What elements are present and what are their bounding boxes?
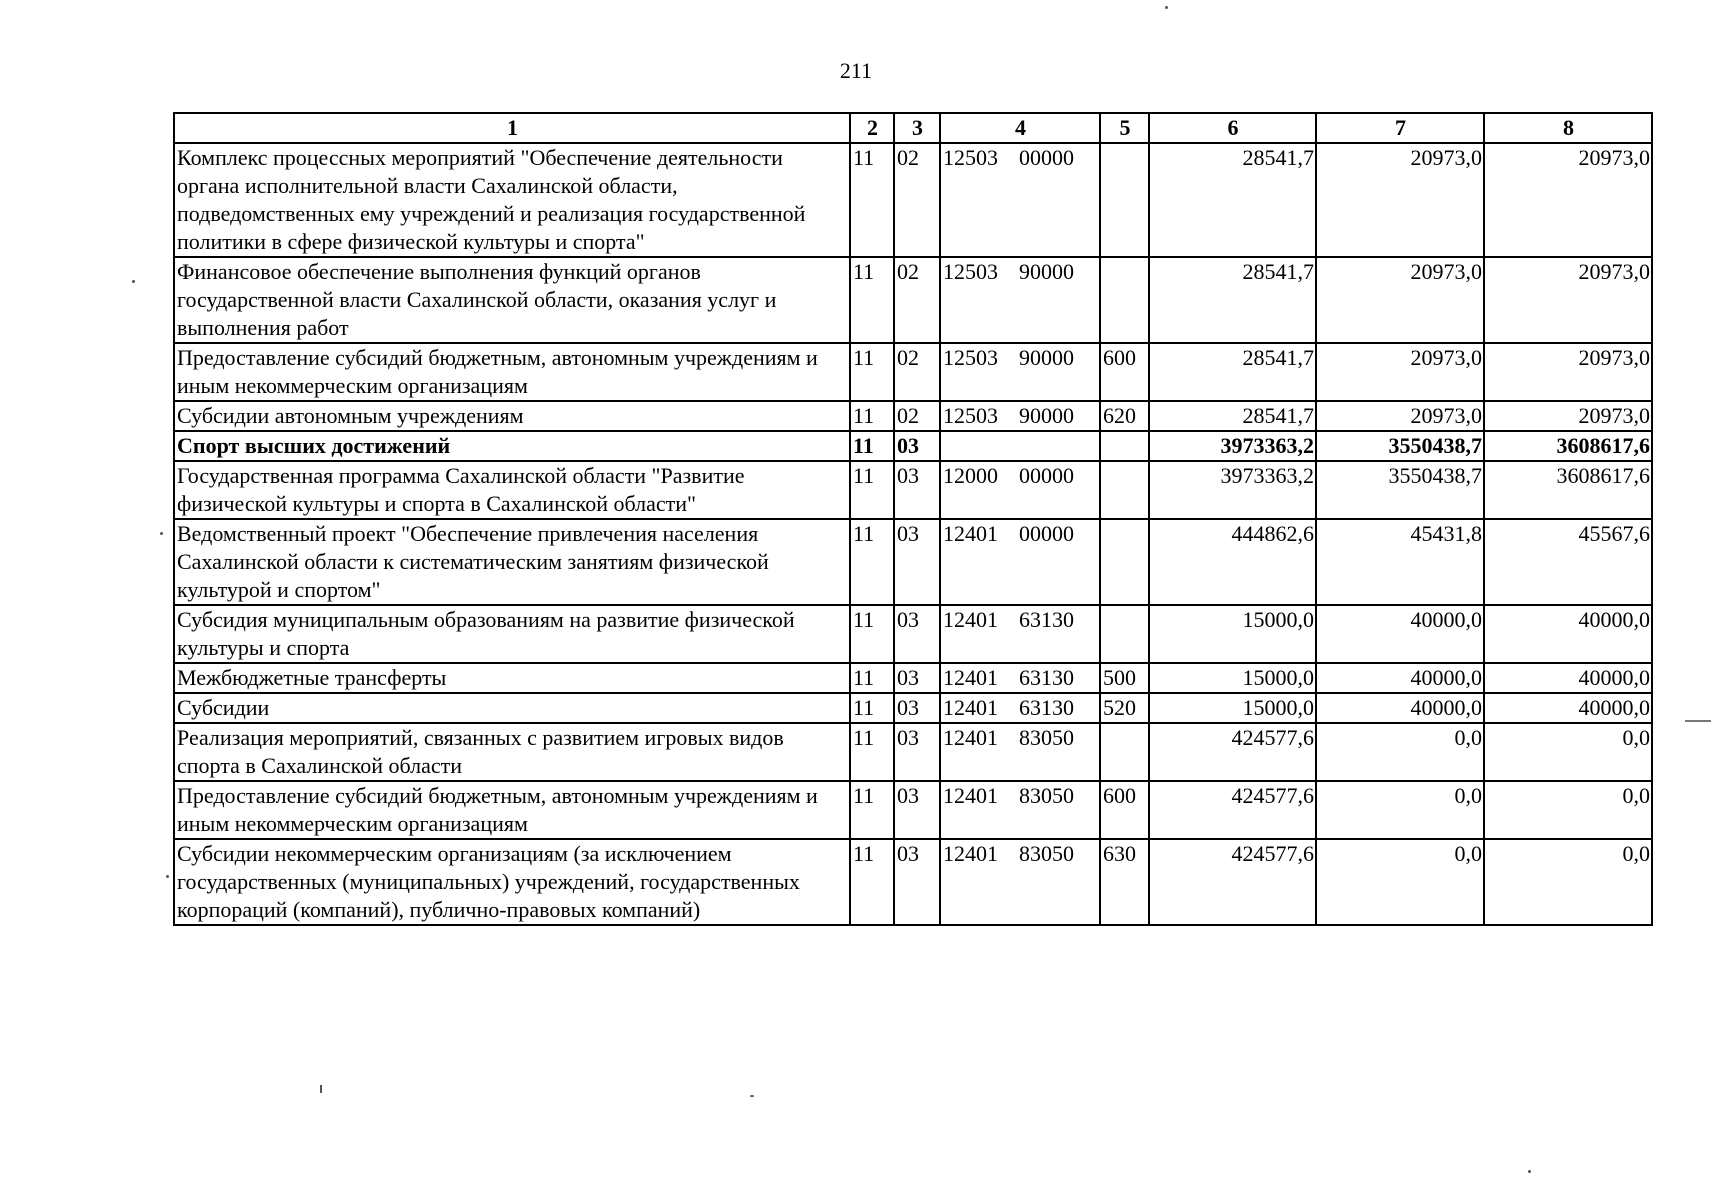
amount-col6-cell: 15000,0 — [1149, 693, 1316, 723]
row-name-cell: Предоставление субсидий бюджетным, автономным учреждениям и иным некоммерческим организациям — [174, 343, 850, 401]
page-number: 211 — [839, 58, 873, 83]
subsection-code-cell: 03 — [894, 693, 940, 723]
row-name-cell: Финансовое обеспечение выполнения функций органов государственной власти Сахалинской области, оказания услуг и выполнения работ — [174, 257, 850, 343]
amount-col6-cell: 28541,7 — [1149, 401, 1316, 431]
expense-type-cell — [1100, 723, 1149, 781]
table-row — [174, 257, 1652, 343]
section-code-cell: 11 — [850, 781, 894, 839]
row-name-cell: Спорт высших достижений — [174, 431, 850, 461]
scan-speck — [1685, 720, 1711, 722]
target-article-direction-code: 83050 — [1019, 841, 1074, 866]
table-row — [174, 723, 1652, 781]
target-article-cell — [940, 143, 1100, 257]
amount-col8-cell: 40000,0 — [1484, 663, 1652, 693]
amount-col8-cell: 20973,0 — [1484, 257, 1652, 343]
table-row — [174, 839, 1652, 925]
amount-col8-cell: 20973,0 — [1484, 401, 1652, 431]
row-name-cell: Субсидии некоммерческим организациям (за исключением государственных (муниципальных) учреждений, государственных корпораций (компаний), публично-правовых компаний) — [174, 839, 850, 925]
target-article-program-code: 12401 — [943, 521, 998, 546]
expense-type-cell — [1100, 143, 1149, 257]
subsection-code-cell: 03 — [894, 519, 940, 605]
amount-col6-cell: 15000,0 — [1149, 605, 1316, 663]
amount-col8-cell: 0,0 — [1484, 723, 1652, 781]
amount-col8-cell: 45567,6 — [1484, 519, 1652, 605]
target-article-direction-code: 83050 — [1019, 783, 1074, 808]
column-header-8: 8 — [1484, 113, 1652, 143]
amount-col8-cell: 20973,0 — [1484, 343, 1652, 401]
target-article-program-code: 12401 — [943, 695, 998, 720]
amount-col6-cell: 15000,0 — [1149, 663, 1316, 693]
target-article-cell — [940, 343, 1100, 401]
target-article-program-code: 12401 — [943, 665, 998, 690]
target-article-direction-code: 00000 — [1019, 145, 1074, 170]
amount-col7-cell: 40000,0 — [1316, 605, 1484, 663]
amount-col8-cell: 40000,0 — [1484, 693, 1652, 723]
target-article-program-code: 12503 — [943, 345, 998, 370]
column-header-1: 1 — [174, 113, 850, 143]
expense-type-cell: 520 — [1100, 693, 1149, 723]
target-article-direction-code: 63130 — [1019, 607, 1074, 632]
target-article-program-code: 12000 — [943, 463, 998, 488]
target-article-program-code: 12401 — [943, 725, 998, 750]
amount-col7-cell: 20973,0 — [1316, 401, 1484, 431]
section-code-cell: 11 — [850, 663, 894, 693]
amount-col7-cell: 3550438,7 — [1316, 431, 1484, 461]
table-body — [174, 143, 1652, 925]
amount-col6-cell: 424577,6 — [1149, 723, 1316, 781]
amount-col7-cell: 20973,0 — [1316, 343, 1484, 401]
table-row — [174, 461, 1652, 519]
table-row — [174, 343, 1652, 401]
column-header-6: 6 — [1149, 113, 1316, 143]
subsection-code-cell: 03 — [894, 431, 940, 461]
subsection-code-cell: 03 — [894, 723, 940, 781]
row-name-cell: Государственная программа Сахалинской области "Развитие физической культуры и спорта в Сахалинской области" — [174, 461, 850, 519]
row-name-cell: Предоставление субсидий бюджетным, автономным учреждениям и иным некоммерческим организациям — [174, 781, 850, 839]
budget-table — [173, 112, 1653, 926]
expense-type-cell: 600 — [1100, 781, 1149, 839]
table-row — [174, 605, 1652, 663]
scan-speck — [750, 1095, 754, 1097]
amount-col7-cell: 0,0 — [1316, 781, 1484, 839]
scan-speck — [160, 532, 163, 535]
amount-col7-cell: 20973,0 — [1316, 143, 1484, 257]
target-article-direction-code: 90000 — [1019, 345, 1074, 370]
subsection-code-cell: 03 — [894, 663, 940, 693]
table-row — [174, 781, 1652, 839]
table-row — [174, 519, 1652, 605]
amount-col6-cell: 444862,6 — [1149, 519, 1316, 605]
expense-type-cell: 500 — [1100, 663, 1149, 693]
expense-type-cell — [1100, 519, 1149, 605]
row-name-cell: Реализация мероприятий, связанных с развитием игровых видов спорта в Сахалинской области — [174, 723, 850, 781]
amount-col7-cell: 40000,0 — [1316, 663, 1484, 693]
subsection-code-cell: 02 — [894, 257, 940, 343]
scan-speck — [1165, 6, 1168, 9]
subsection-code-cell: 03 — [894, 461, 940, 519]
amount-col8-cell: 3608617,6 — [1484, 431, 1652, 461]
target-article-direction-code: 90000 — [1019, 259, 1074, 284]
subsection-code-cell: 02 — [894, 401, 940, 431]
table-row — [174, 431, 1652, 461]
section-code-cell: 11 — [850, 839, 894, 925]
amount-col7-cell: 0,0 — [1316, 839, 1484, 925]
section-code-cell: 11 — [850, 519, 894, 605]
table-row — [174, 401, 1652, 431]
target-article-program-code: 12503 — [943, 259, 998, 284]
amount-col6-cell: 3973363,2 — [1149, 461, 1316, 519]
target-article-direction-code: 63130 — [1019, 695, 1074, 720]
row-name-cell: Субсидии — [174, 693, 850, 723]
target-article-direction-code: 63130 — [1019, 665, 1074, 690]
target-article-direction-code: 00000 — [1019, 463, 1074, 488]
column-header-4: 4 — [940, 113, 1100, 143]
target-article-cell — [940, 839, 1100, 925]
expense-type-cell — [1100, 461, 1149, 519]
target-article-cell — [940, 693, 1100, 723]
scan-speck — [132, 280, 135, 283]
amount-col6-cell: 28541,7 — [1149, 343, 1316, 401]
scan-speck — [1528, 1170, 1531, 1173]
section-code-cell: 11 — [850, 143, 894, 257]
amount-col8-cell: 0,0 — [1484, 839, 1652, 925]
amount-col6-cell: 424577,6 — [1149, 839, 1316, 925]
section-code-cell: 11 — [850, 461, 894, 519]
expense-type-cell: 630 — [1100, 839, 1149, 925]
amount-col8-cell: 0,0 — [1484, 781, 1652, 839]
target-article-cell — [940, 781, 1100, 839]
amount-col8-cell: 20973,0 — [1484, 143, 1652, 257]
column-header-3: 3 — [894, 113, 940, 143]
row-name-cell: Ведомственный проект "Обеспечение привлечения населения Сахалинской области к систематическим занятиям физической культурой и спортом" — [174, 519, 850, 605]
target-article-cell — [940, 663, 1100, 693]
table-row — [174, 143, 1652, 257]
section-code-cell: 11 — [850, 605, 894, 663]
target-article-program-code: 12401 — [943, 841, 998, 866]
target-article-program-code: 12401 — [943, 783, 998, 808]
target-article-cell — [940, 723, 1100, 781]
target-article-cell — [940, 519, 1100, 605]
target-article-program-code: 12503 — [943, 145, 998, 170]
column-header-2: 2 — [850, 113, 894, 143]
row-name-cell: Комплекс процессных мероприятий "Обеспечение деятельности органа исполнительной власти Сахалинской области, подведомственных ему учреждений и реализация государственной политики в сфере физической культуры и спорта" — [174, 143, 850, 257]
amount-col6-cell: 28541,7 — [1149, 143, 1316, 257]
scan-speck — [320, 1085, 322, 1093]
amount-col7-cell: 20973,0 — [1316, 257, 1484, 343]
row-name-cell: Субсидия муниципальным образованиям на развитие физической культуры и спорта — [174, 605, 850, 663]
subsection-code-cell: 02 — [894, 143, 940, 257]
table-row — [174, 693, 1652, 723]
target-article-program-code: 12503 — [943, 403, 998, 428]
scan-speck — [166, 875, 169, 878]
row-name-cell: Субсидии автономным учреждениям — [174, 401, 850, 431]
subsection-code-cell: 03 — [894, 839, 940, 925]
target-article-cell — [940, 401, 1100, 431]
target-article-cell — [940, 257, 1100, 343]
expense-type-cell — [1100, 605, 1149, 663]
row-name-cell: Межбюджетные трансферты — [174, 663, 850, 693]
target-article-direction-code: 83050 — [1019, 725, 1074, 750]
section-code-cell: 11 — [850, 257, 894, 343]
expense-type-cell: 620 — [1100, 401, 1149, 431]
expense-type-cell: 600 — [1100, 343, 1149, 401]
target-article-direction-code: 00000 — [1019, 521, 1074, 546]
expense-type-cell — [1100, 431, 1149, 461]
amount-col7-cell: 3550438,7 — [1316, 461, 1484, 519]
target-article-direction-code: 90000 — [1019, 403, 1074, 428]
header-row — [174, 113, 1652, 143]
section-code-cell: 11 — [850, 693, 894, 723]
column-header-5: 5 — [1100, 113, 1149, 143]
column-header-7: 7 — [1316, 113, 1484, 143]
section-code-cell: 11 — [850, 723, 894, 781]
target-article-cell — [940, 605, 1100, 663]
subsection-code-cell: 03 — [894, 605, 940, 663]
subsection-code-cell: 03 — [894, 781, 940, 839]
amount-col6-cell: 28541,7 — [1149, 257, 1316, 343]
section-code-cell: 11 — [850, 401, 894, 431]
expense-type-cell — [1100, 257, 1149, 343]
table-row — [174, 663, 1652, 693]
target-article-cell — [940, 431, 1100, 461]
section-code-cell: 11 — [850, 343, 894, 401]
section-code-cell: 11 — [850, 431, 894, 461]
amount-col6-cell: 3973363,2 — [1149, 431, 1316, 461]
amount-col8-cell: 40000,0 — [1484, 605, 1652, 663]
subsection-code-cell: 02 — [894, 343, 940, 401]
amount-col7-cell: 0,0 — [1316, 723, 1484, 781]
amount-col6-cell: 424577,6 — [1149, 781, 1316, 839]
amount-col7-cell: 40000,0 — [1316, 693, 1484, 723]
target-article-cell — [940, 461, 1100, 519]
amount-col8-cell: 3608617,6 — [1484, 461, 1652, 519]
amount-col7-cell: 45431,8 — [1316, 519, 1484, 605]
target-article-program-code: 12401 — [943, 607, 998, 632]
